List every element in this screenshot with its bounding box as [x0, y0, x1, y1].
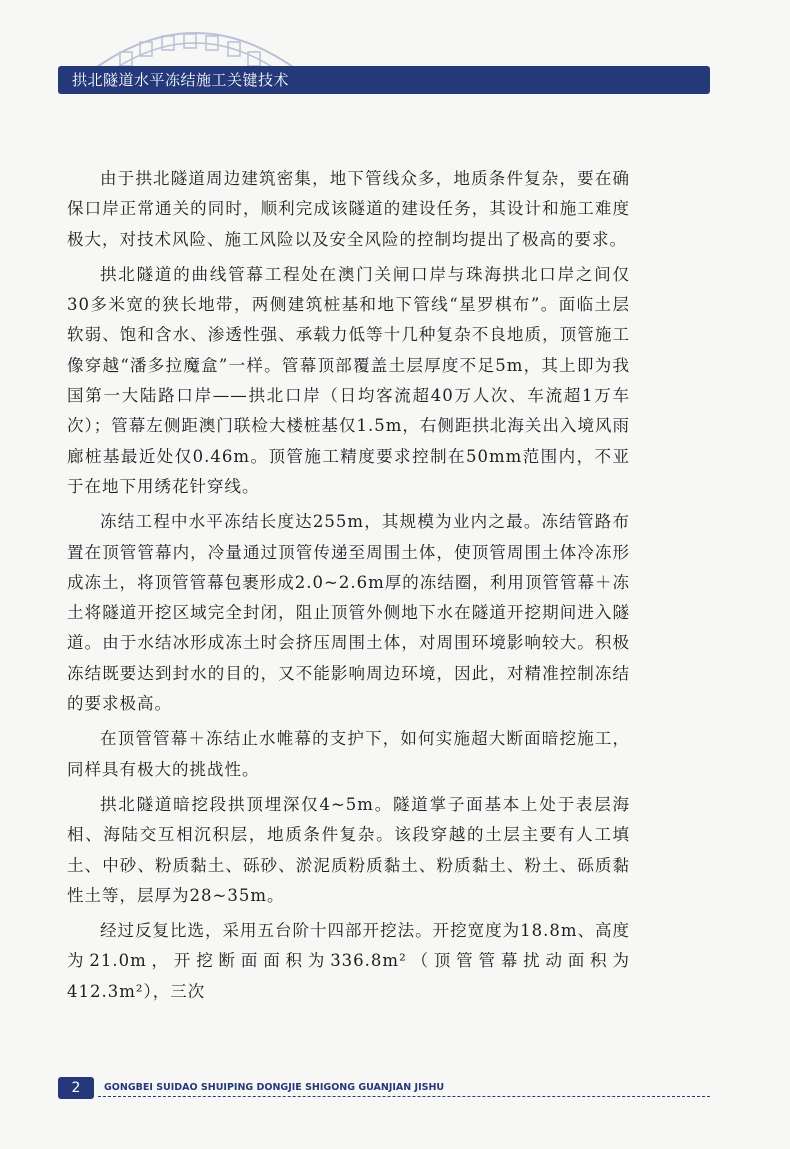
footer-divider	[98, 1096, 710, 1097]
paragraph: 经过反复比选，采用五台阶十四部开挖法。开挖宽度为18.8m、高度为21.0m，开挖断面面积为336.8m²（顶管管幕扰动面积为412.3m²），三次	[67, 921, 630, 1001]
tunnel-arch-emblem	[80, 14, 310, 74]
book-title: 拱北隧道水平冻结施工关键技术	[72, 71, 290, 89]
paragraph: 由于拱北隧道周边建筑密集，地下管线众多，地质条件复杂，要在确保口岸正常通关的同时，顺利完成该隧道的建设任务，其设计和施工难度极大，对技术风险、施工风险以及安全风险的控制均提出了极高的要求。	[67, 169, 630, 249]
body-text	[67, 164, 630, 1012]
page-footer	[58, 1077, 710, 1099]
running-title: GONGBEI SUIDAO SHUIPING DONGJIE SHIGONG GUANJIAN JISHU	[104, 1082, 445, 1093]
paragraph: 拱北隧道暗挖段拱顶埋深仅4~5m。隧道掌子面基本上处于表层海相、海陆交互相沉积层，地质条件复杂。该段穿越的土层主要有人工填土、中砂、粉质黏土、砾砂、淤泥质粉质黏土、粉质黏土、粉土、砾质黏性土等，层厚为28~35m。	[67, 794, 630, 905]
paragraph: 拱北隧道的曲线管幕工程处在澳门关闸口岸与珠海拱北口岸之间仅30多米宽的狭长地带，两侧建筑桩基和地下管线“星罗棋布”。面临土层软弱、饱和含水、渗透性强、承载力低等十几种复杂不良地质，顶管施工像穿越“潘多拉魔盒”一样。管幕顶部覆盖土层厚度不足5m，其上即为我国第一大陆路口岸——拱北口岸（日均客流超40万人次、车流超1万车次）；管幕左侧距澳门联检大楼桩基仅1.5m，右侧距拱北海关出入境风雨廊桩基最近处仅0.46m。顶管施工精度要求控制在50mm范围内，不亚于在地下用绣花针穿线。	[67, 264, 630, 496]
paragraph: 冻结工程中水平冻结长度达255m，其规模为业内之最。冻结管路布置在顶管管幕内，冷量通过顶管传递至周围土体，使顶管周围土体冷冻形成冻土，将顶管管幕包裹形成2.0~2.6m厚的冻结圈，利用顶管管幕＋冻土将隧道开挖区域完全封闭，阻止顶管外侧地下水在隧道开挖期间进入隧道。由于水结冰形成冻土时会挤压周围土体，对周围环境影响较大。积极冻结既要达到封水的目的，又不能影响周边环境，因此，对精准控制冻结的要求极高。	[67, 512, 630, 714]
paragraph: 在顶管管幕＋冻结止水帷幕的支护下，如何实施超大断面暗挖施工，同样具有极大的挑战性。	[67, 729, 630, 779]
page-number: 2	[58, 1077, 94, 1099]
